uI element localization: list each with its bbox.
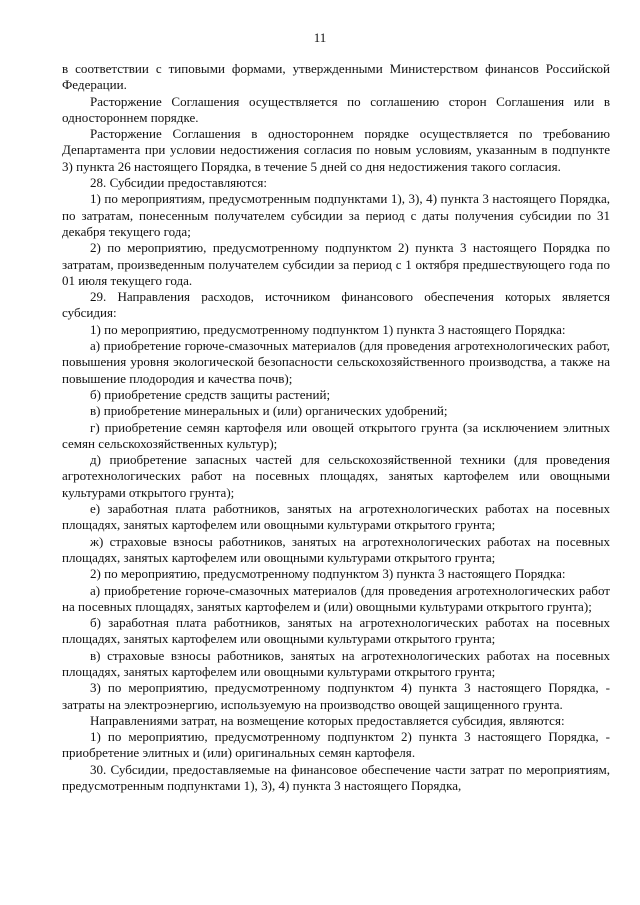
paragraph: б) приобретение средств защиты растений; — [90, 386, 331, 402]
paragraph: а) приобретение горюче-смазочных материалов (для проведения агротехнологических работ на посевных площадях, занятых картофелем и (или) овощными культурами открытого грунта); — [62, 582, 610, 614]
paragraph: 1) по мероприятию, предусмотренному подпунктом 1) пункта 3 настоящего Порядка: — [90, 321, 566, 337]
paragraph-continuation: в соответствии с типовыми формами, утвержденными Министерством финансов Российской Федерации. — [62, 61, 610, 93]
document-body — [62, 61, 610, 794]
paragraph: 1) по мероприятию, предусмотренному подпунктом 2) пункта 3 настоящего Порядка, - приобретение элитных и (или) оригинальных семян картофеля. — [62, 729, 610, 761]
page-number: 11 — [313, 30, 327, 45]
paragraph: в) страховые взносы работников, занятых на агротехнологических работах на посевных площадях, занятых картофелем или овощными культурами открытого грунта; — [62, 647, 610, 679]
paragraph: а) приобретение горюче-смазочных материалов (для проведения агротехнологических работ, повышения уровня экологической безопасности сельскохозяйственного производства, а также на повышение плодородия и качества почв); — [62, 338, 610, 386]
paragraph: е) заработная плата работников, занятых на агротехнологических работах на посевных площадях, занятых картофелем или овощными культурами открытого грунта; — [62, 501, 610, 533]
paragraph: 28. Субсидии предоставляются: — [90, 175, 267, 191]
paragraph: б) заработная плата работников, занятых на агротехнологических работах на посевных площадях, занятых картофелем или овощными культурами открытого грунта; — [62, 615, 610, 647]
paragraph: д) приобретение запасных частей для сельскохозяйственной техники (для проведения агротехнологических работ на посевных площадях, занятых картофелем или овощными культурами открытого грунта); — [62, 452, 610, 500]
paragraph: 29. Направления расходов, источником финансового обеспечения которых является субсидия: — [62, 289, 610, 321]
paragraph: 3) по мероприятию, предусмотренному подпунктом 4) пункта 3 настоящего Порядка, - затраты на электроэнергию, используемую на производство овощей защищенного грунта. — [62, 680, 610, 712]
paragraph: 1) по мероприятиям, предусмотренным подпунктами 1), 3), 4) пункта 3 настоящего Порядка, по затратам, понесенным получателем субсидии за период с даты получения субсидии по 31 декабря текущего года; — [62, 191, 610, 239]
paragraph: 2) по мероприятию, предусмотренному подпунктом 2) пункта 3 настоящего Порядка по затратам, произведенным получателем субсидии за период с 1 октября предшествующего года по 01 июля текущего года. — [62, 240, 610, 288]
paragraph: ж) страховые взносы работников, занятых на агротехнологических работах на посевных площадях, занятых картофелем или овощными культурами открытого грунта; — [62, 533, 610, 565]
paragraph: г) приобретение семян картофеля или овощей открытого грунта (за исключением элитных семян сельскохозяйственных культур); — [62, 419, 610, 451]
paragraph: 2) по мероприятию, предусмотренному подпунктом 3) пункта 3 настоящего Порядка: — [90, 566, 566, 582]
paragraph: Направлениями затрат, на возмещение которых предоставляется субсидия, являются: — [90, 712, 565, 728]
paragraph: Расторжение Соглашения в одностороннем порядке осуществляется по требованию Департамента при условии недостижения согласия по новым условиям, указанным в подпункте 3) пункта 26 настоящего Порядка, в течение 5 дней со дня недостижения такого согласия. — [62, 126, 610, 174]
paragraph: Расторжение Соглашения осуществляется по соглашению сторон Соглашения или в одностороннем порядке. — [62, 93, 610, 125]
paragraph: 30. Субсидии, предоставляемые на финансовое обеспечение части затрат по мероприятиям, предусмотренным подпунктами 1), 3), 4) пункта 3 настоящего Порядка, — [62, 761, 610, 794]
paragraph: в) приобретение минеральных и (или) органических удобрений; — [90, 403, 448, 419]
